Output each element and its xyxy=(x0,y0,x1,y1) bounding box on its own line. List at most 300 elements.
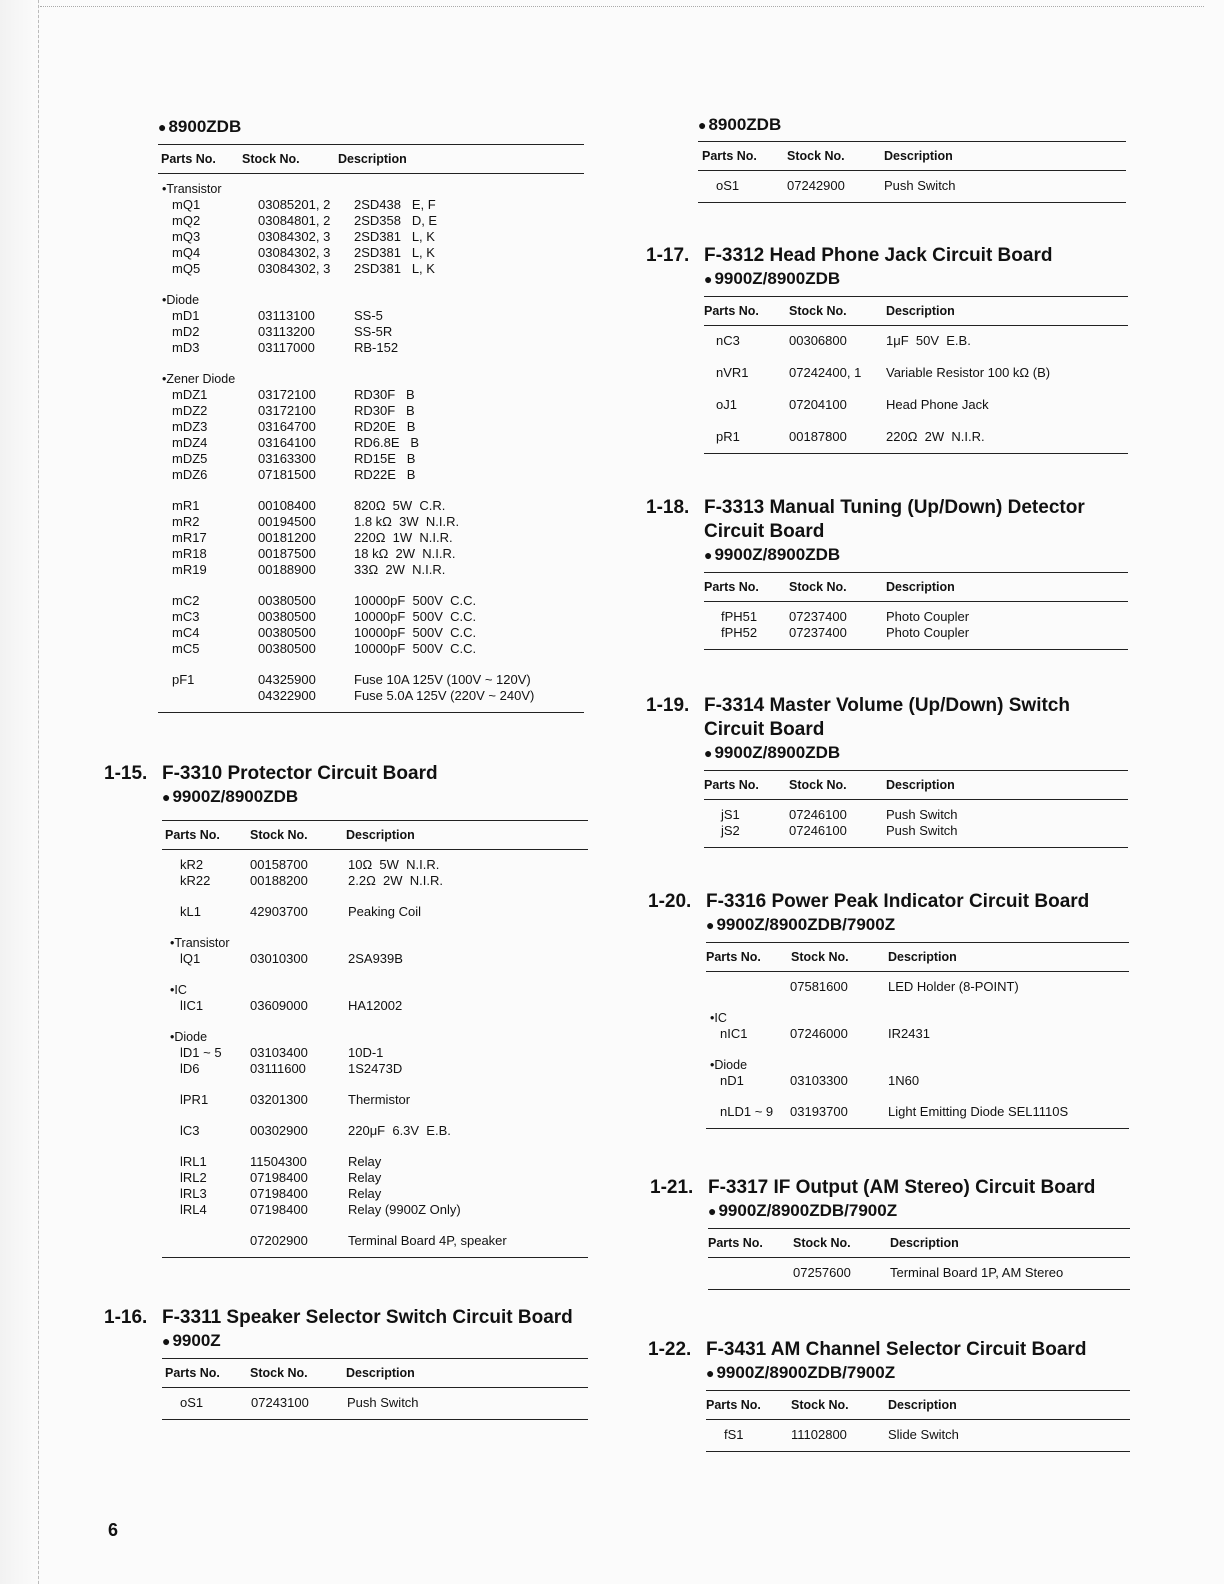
stock-number: 03164100 xyxy=(258,435,316,450)
table-row xyxy=(158,498,584,514)
part-number: mDZ4 xyxy=(172,435,208,450)
description: 220Ω 2W N.I.R. xyxy=(886,429,985,444)
table-row xyxy=(162,1061,588,1077)
table-row xyxy=(158,340,584,356)
section-1-16 xyxy=(104,1306,588,1420)
stock-number: 03084801, 2 xyxy=(258,213,331,228)
part-number: mDZ6 xyxy=(172,467,208,482)
table-row xyxy=(158,625,584,641)
description: 2.2Ω 2W N.I.R. xyxy=(348,873,443,888)
parts-table xyxy=(162,1358,588,1420)
stock-number: 03113200 xyxy=(258,324,315,339)
description: RD30F B xyxy=(354,387,415,402)
table-row xyxy=(704,823,1128,839)
table-row xyxy=(158,229,584,245)
table-row xyxy=(158,514,584,530)
stock-number: 07202900 xyxy=(250,1233,308,1248)
stock-number: 07242400, 1 xyxy=(789,365,862,380)
part-number: mR17 xyxy=(172,530,207,545)
part-number: lC3 xyxy=(180,1123,200,1138)
group-label: •Zener Diode xyxy=(162,372,236,386)
table-row xyxy=(158,672,584,688)
stock-number: 00187500 xyxy=(258,546,316,561)
stock-number: 07246100 xyxy=(789,807,847,822)
section-1-20 xyxy=(648,890,1129,1129)
stock-number: 00187800 xyxy=(789,429,847,444)
stock-number: 07257600 xyxy=(793,1265,851,1280)
stock-number: 04322900 xyxy=(258,688,316,703)
part-number: lRL1 xyxy=(180,1154,207,1169)
part-number: lRL2 xyxy=(180,1170,207,1185)
section-title: 1-22. F-3431 AM Channel Selector Circuit Board xyxy=(648,1339,1087,1360)
stock-number: 07237400 xyxy=(789,609,847,624)
part-number: mC2 xyxy=(172,593,200,608)
description: 33Ω 2W N.I.R. xyxy=(354,562,446,577)
part-number: mC4 xyxy=(172,625,200,640)
stock-number: 42903700 xyxy=(250,904,308,919)
description: 2SD438 E, F xyxy=(354,197,436,212)
description: Terminal Board 1P, AM Stereo xyxy=(890,1265,1064,1280)
table-row xyxy=(158,688,584,704)
part-number: mD2 xyxy=(172,324,200,339)
table-header: Parts No. Stock No. Description xyxy=(158,145,584,174)
table-row xyxy=(698,178,1126,194)
stock-number: 11504300 xyxy=(250,1154,307,1169)
stock-number: 00306800 xyxy=(789,333,847,348)
part-number: mR2 xyxy=(172,514,200,529)
part-number: mD1 xyxy=(172,308,200,323)
row-gap xyxy=(706,995,1129,1010)
section-8900zdb-right xyxy=(698,114,1126,203)
description: Fuse 10A 125V (100V ~ 120V) xyxy=(354,672,531,687)
description: 1N60 xyxy=(888,1073,920,1088)
description: 10D-1 xyxy=(348,1045,384,1060)
description: Relay xyxy=(348,1170,382,1185)
description: 18 kΩ 2W N.I.R. xyxy=(354,546,456,561)
description: Relay xyxy=(348,1186,382,1201)
row-gap xyxy=(706,1042,1129,1057)
stock-number: 03172100 xyxy=(258,387,316,402)
section-title: 1-19. F-3314 Master Volume (Up/Down) Switch xyxy=(646,695,1070,716)
stock-number: 03010300 xyxy=(250,951,308,966)
part-number: mD3 xyxy=(172,340,200,355)
model-label: ● 9900Z/8900ZDB/7900Z xyxy=(706,1363,896,1382)
section-title: 1-16. F-3311 Speaker Selector Switch Circuit Board xyxy=(104,1307,573,1328)
table-row xyxy=(158,403,584,419)
group-label: •IC xyxy=(170,983,187,997)
part-number: mDZ1 xyxy=(172,387,208,402)
part-number: mDZ2 xyxy=(172,403,208,418)
stock-number: 00380500 xyxy=(258,609,316,624)
stock-number: 07581600 xyxy=(790,979,848,994)
table-row xyxy=(158,641,584,657)
description: IR2431 xyxy=(888,1026,930,1041)
table-row xyxy=(706,979,1129,995)
part-number: nVR1 xyxy=(716,365,749,380)
group-label: •IC xyxy=(710,1011,727,1025)
part-number: kR2 xyxy=(180,857,204,872)
stock-number: 00194500 xyxy=(258,514,316,529)
section-1-17 xyxy=(646,244,1128,454)
description: 10000pF 500V C.C. xyxy=(354,609,477,624)
description: RB-152 xyxy=(354,340,399,355)
table-row xyxy=(162,1202,588,1218)
description: 220Ω 1W N.I.R. xyxy=(354,530,453,545)
stock-number: 03609000 xyxy=(250,998,308,1013)
description: 2SD381 L, K xyxy=(354,229,435,244)
table-row xyxy=(158,546,584,562)
description: Thermistor xyxy=(348,1092,411,1107)
part-number: kR22 xyxy=(180,873,211,888)
section-1-19 xyxy=(646,694,1128,848)
description: 1μF 50V E.B. xyxy=(886,333,971,348)
description: 10000pF 500V C.C. xyxy=(354,625,477,640)
part-number: mQ3 xyxy=(172,229,201,244)
model-label: ● 9900Z/8900ZDB xyxy=(704,545,841,564)
part-number: oJ1 xyxy=(716,397,737,412)
scan-top-edge xyxy=(40,6,1204,7)
stock-number: 03164700 xyxy=(258,419,316,434)
stock-number: 03113100 xyxy=(258,308,315,323)
description: Fuse 5.0A 125V (220V ~ 240V) xyxy=(354,688,535,703)
description: 2SD381 L, K xyxy=(354,245,435,260)
part-number: pR1 xyxy=(716,429,740,444)
stock-number: 00108400 xyxy=(258,498,316,513)
description: Peaking Coil xyxy=(348,904,421,919)
parts-table xyxy=(706,1390,1130,1452)
group-label: •Diode xyxy=(170,1030,208,1044)
table-row xyxy=(158,387,584,403)
part-number: lQ1 xyxy=(180,951,201,966)
description: Push Switch xyxy=(884,178,956,193)
description: RD6.8E B xyxy=(354,435,420,450)
table-row xyxy=(162,1123,588,1139)
section-1-22 xyxy=(648,1338,1130,1452)
model-label: ● 9900Z/8900ZDB/7900Z xyxy=(708,1201,898,1220)
group-label: •Transistor xyxy=(170,936,230,950)
table-header: Parts No. Stock No. Description xyxy=(706,1391,1130,1420)
table-row xyxy=(704,429,1128,445)
stock-number: 03084302, 3 xyxy=(258,261,331,276)
table-header: Parts No. Stock No. Description xyxy=(704,771,1128,800)
part-number: fPH52 xyxy=(721,625,758,640)
part-number: mDZ3 xyxy=(172,419,208,434)
description: 220μF 6.3V E.B. xyxy=(348,1123,451,1138)
part-number: nC3 xyxy=(716,333,740,348)
section-1-18 xyxy=(646,496,1128,650)
table-row xyxy=(704,609,1128,625)
stock-number: 00380500 xyxy=(258,593,316,608)
stock-number: 00188900 xyxy=(258,562,316,577)
section-title: 1-17. F-3312 Head Phone Jack Circuit Board xyxy=(646,245,1053,266)
table-row xyxy=(162,873,588,889)
part-number: oS1 xyxy=(180,1395,204,1410)
table-row xyxy=(704,333,1128,349)
description: 10000pF 500V C.C. xyxy=(354,641,477,656)
table-row xyxy=(706,1104,1129,1120)
stock-number: 07237400 xyxy=(789,625,847,640)
stock-number: 03201300 xyxy=(250,1092,308,1107)
table-row xyxy=(162,1170,588,1186)
description: 820Ω 5W C.R. xyxy=(354,498,446,513)
description: HA12002 xyxy=(348,998,403,1013)
table-row xyxy=(162,1395,588,1411)
row-gap xyxy=(158,483,584,498)
stock-number: 04325900 xyxy=(258,672,316,687)
table-row xyxy=(158,562,584,578)
part-number: mQ2 xyxy=(172,213,201,228)
parts-table xyxy=(704,770,1128,848)
part-number: lIC1 xyxy=(180,998,204,1013)
stock-number: 00380500 xyxy=(258,625,316,640)
description: Relay xyxy=(348,1154,382,1169)
description: Head Phone Jack xyxy=(886,397,989,412)
stock-number: 07198400 xyxy=(250,1170,308,1185)
stock-number: 00181200 xyxy=(258,530,316,545)
table-row xyxy=(162,904,588,920)
stock-number: 07204100 xyxy=(789,397,847,412)
table-row xyxy=(158,451,584,467)
section-title: 1-20. F-3316 Power Peak Indicator Circuit Board xyxy=(648,891,1090,912)
group-label: •Diode xyxy=(710,1058,748,1072)
model-label: ● 9900Z/8900ZDB xyxy=(162,787,299,806)
row-gap xyxy=(158,277,584,292)
description: RD20E B xyxy=(354,419,416,434)
stock-number: 07198400 xyxy=(250,1202,308,1217)
stock-number: 00158700 xyxy=(250,857,308,872)
description: RD15E B xyxy=(354,451,416,466)
part-number: oS1 xyxy=(716,178,740,193)
part-number: lD6 xyxy=(180,1061,200,1076)
stock-number: 03193700 xyxy=(790,1104,848,1119)
section-title: 1-18. F-3313 Manual Tuning (Up/Down) Detector xyxy=(646,497,1085,518)
description: 2SD381 L, K xyxy=(354,261,435,276)
stock-number: 07242900 xyxy=(787,178,845,193)
stock-number: 03111600 xyxy=(250,1061,306,1076)
table-row xyxy=(158,593,584,609)
table-row xyxy=(704,807,1128,823)
model-label: ● 8900ZDB xyxy=(698,115,782,134)
section-8900zdb-left xyxy=(158,116,584,713)
parts-table xyxy=(704,296,1128,454)
table-row xyxy=(162,1154,588,1170)
description: Photo Coupler xyxy=(886,625,970,640)
description: 10Ω 5W N.I.R. xyxy=(348,857,440,872)
table-header: Parts No. Stock No. Description xyxy=(706,943,1129,972)
group-label: •Transistor xyxy=(162,182,222,196)
description: Push Switch xyxy=(886,823,958,838)
table-header: Parts No. Stock No. Description xyxy=(162,821,588,850)
description: 2SA939B xyxy=(348,951,403,966)
part-number: mR19 xyxy=(172,562,207,577)
section-title: 1-15. F-3310 Protector Circuit Board xyxy=(104,763,438,784)
stock-number: 00302900 xyxy=(250,1123,308,1138)
table-header: Parts No. Stock No. Description xyxy=(708,1229,1130,1258)
description: Push Switch xyxy=(347,1395,419,1410)
row-gap xyxy=(158,657,584,672)
description: RD30F B xyxy=(354,403,415,418)
row-gap xyxy=(162,1077,588,1092)
part-number: jS1 xyxy=(721,807,740,822)
model-label: ● 9900Z/8900ZDB xyxy=(704,743,841,762)
table-row xyxy=(704,365,1128,381)
stock-number: 00380500 xyxy=(258,641,316,656)
table-header: Parts No. Stock No. Description xyxy=(162,1359,588,1388)
part-number: mC3 xyxy=(172,609,200,624)
section-1-15 xyxy=(104,762,588,1258)
part-number: mR1 xyxy=(172,498,200,513)
part-number: kL1 xyxy=(180,904,201,919)
section-title-line2: Circuit Board xyxy=(704,719,825,740)
table-row xyxy=(158,467,584,483)
stock-number: 07246000 xyxy=(790,1026,848,1041)
part-number: pF1 xyxy=(172,672,195,687)
table-row xyxy=(158,324,584,340)
stock-number: 03103300 xyxy=(790,1073,848,1088)
model-label: ● 8900ZDB xyxy=(158,117,242,136)
description: 2SD358 D, E xyxy=(354,213,438,228)
table-row xyxy=(158,197,584,213)
row-gap xyxy=(162,1108,588,1123)
stock-number: 00188200 xyxy=(250,873,308,888)
part-number xyxy=(180,1233,250,1249)
section-title: 1-21. F-3317 IF Output (AM Stereo) Circuit Board xyxy=(650,1177,1096,1198)
row-gap xyxy=(704,413,1128,429)
page-number: 6 xyxy=(108,1520,119,1540)
parts-table xyxy=(708,1228,1130,1290)
table-row xyxy=(158,213,584,229)
table-row xyxy=(162,1186,588,1202)
description: 1.8 kΩ 3W N.I.R. xyxy=(354,514,460,529)
part-number: mR18 xyxy=(172,546,207,561)
table-row xyxy=(706,1073,1129,1089)
part-number: mC5 xyxy=(172,641,200,656)
table-row xyxy=(162,951,588,967)
model-label: ● 9900Z xyxy=(162,1331,221,1350)
parts-table xyxy=(706,942,1129,1129)
description: LED Holder (8-POINT) xyxy=(888,979,1019,994)
description: Slide Switch xyxy=(888,1427,959,1442)
row-gap xyxy=(162,967,588,982)
description: RD22E B xyxy=(354,467,416,482)
parts-table xyxy=(158,144,584,713)
stock-number: 07198400 xyxy=(250,1186,308,1201)
table-row xyxy=(158,261,584,277)
description: SS-5 xyxy=(354,308,383,323)
table-row xyxy=(162,1233,588,1249)
stock-number: 03084302, 3 xyxy=(258,245,331,260)
table-header: Parts No. Stock No. Description xyxy=(704,573,1128,602)
table-row xyxy=(158,530,584,546)
description: Light Emitting Diode SEL1110S xyxy=(888,1104,1069,1119)
part-number: nD1 xyxy=(720,1073,744,1088)
row-gap xyxy=(704,381,1128,397)
section-title-line2: Circuit Board xyxy=(704,521,825,542)
stock-number: 03085201, 2 xyxy=(258,197,331,212)
table-row xyxy=(708,1265,1130,1281)
part-number: jS2 xyxy=(721,823,740,838)
description: Variable Resistor 100 kΩ (B) xyxy=(886,365,1051,380)
stock-number: 03084302, 3 xyxy=(258,229,331,244)
table-row xyxy=(706,1026,1129,1042)
stock-number: 11102800 xyxy=(791,1427,847,1442)
table-row xyxy=(162,998,588,1014)
stock-number: 03172100 xyxy=(258,403,316,418)
part-number xyxy=(172,688,258,704)
stock-number: 07181500 xyxy=(258,467,316,482)
description: Push Switch xyxy=(886,807,958,822)
stock-number: 03163300 xyxy=(258,451,316,466)
model-label: ● 9900Z/8900ZDB xyxy=(704,269,841,288)
table-row xyxy=(162,1092,588,1108)
part-number: mQ5 xyxy=(172,261,201,276)
binding-edge xyxy=(0,0,39,1584)
part-number: fPH51 xyxy=(721,609,758,624)
part-number: mQ1 xyxy=(172,197,201,212)
part-number: nIC1 xyxy=(720,1026,748,1041)
group-label: •Diode xyxy=(162,293,200,307)
table-row xyxy=(162,1045,588,1061)
row-gap xyxy=(158,578,584,593)
parts-table xyxy=(162,820,588,1258)
row-gap xyxy=(162,889,588,904)
table-row xyxy=(158,419,584,435)
table-row xyxy=(706,1427,1130,1443)
stock-number: 07246100 xyxy=(789,823,847,838)
parts-table xyxy=(698,141,1126,203)
part-number: mDZ5 xyxy=(172,451,208,466)
parts-table xyxy=(704,572,1128,650)
table-row xyxy=(704,625,1128,641)
part-number: nLD1 ~ 9 xyxy=(720,1104,774,1119)
description: Relay (9900Z Only) xyxy=(348,1202,461,1217)
table-row xyxy=(158,435,584,451)
description: Photo Coupler xyxy=(886,609,970,624)
table-header: Parts No. Stock No. Description xyxy=(698,142,1126,171)
part-number xyxy=(722,1265,793,1281)
table-row xyxy=(158,308,584,324)
row-gap xyxy=(162,1218,588,1233)
table-row xyxy=(704,397,1128,413)
row-gap xyxy=(706,1089,1129,1104)
part-number: fS1 xyxy=(724,1427,744,1442)
part-number: lRL3 xyxy=(180,1186,207,1201)
table-row xyxy=(158,609,584,625)
part-number: lD1 ~ 5 xyxy=(180,1045,222,1060)
model-label: ● 9900Z/8900ZDB/7900Z xyxy=(706,915,896,934)
stock-number: 03103400 xyxy=(250,1045,308,1060)
description: Terminal Board 4P, speaker xyxy=(348,1233,507,1248)
stock-number: 03117000 xyxy=(258,340,315,355)
row-gap xyxy=(158,356,584,371)
row-gap xyxy=(704,349,1128,365)
section-1-21 xyxy=(650,1176,1130,1290)
part-number: lRL4 xyxy=(180,1202,207,1217)
table-header: Parts No. Stock No. Description xyxy=(704,297,1128,326)
row-gap xyxy=(162,1014,588,1029)
description: 1S2473D xyxy=(348,1061,403,1076)
table-row xyxy=(162,857,588,873)
description: 10000pF 500V C.C. xyxy=(354,593,477,608)
part-number: mQ4 xyxy=(172,245,201,260)
part-number xyxy=(720,979,790,995)
stock-number: 07243100 xyxy=(251,1395,309,1410)
description: SS-5R xyxy=(354,324,393,339)
table-row xyxy=(158,245,584,261)
row-gap xyxy=(162,1139,588,1154)
row-gap xyxy=(162,920,588,935)
part-number: lPR1 xyxy=(180,1092,209,1107)
